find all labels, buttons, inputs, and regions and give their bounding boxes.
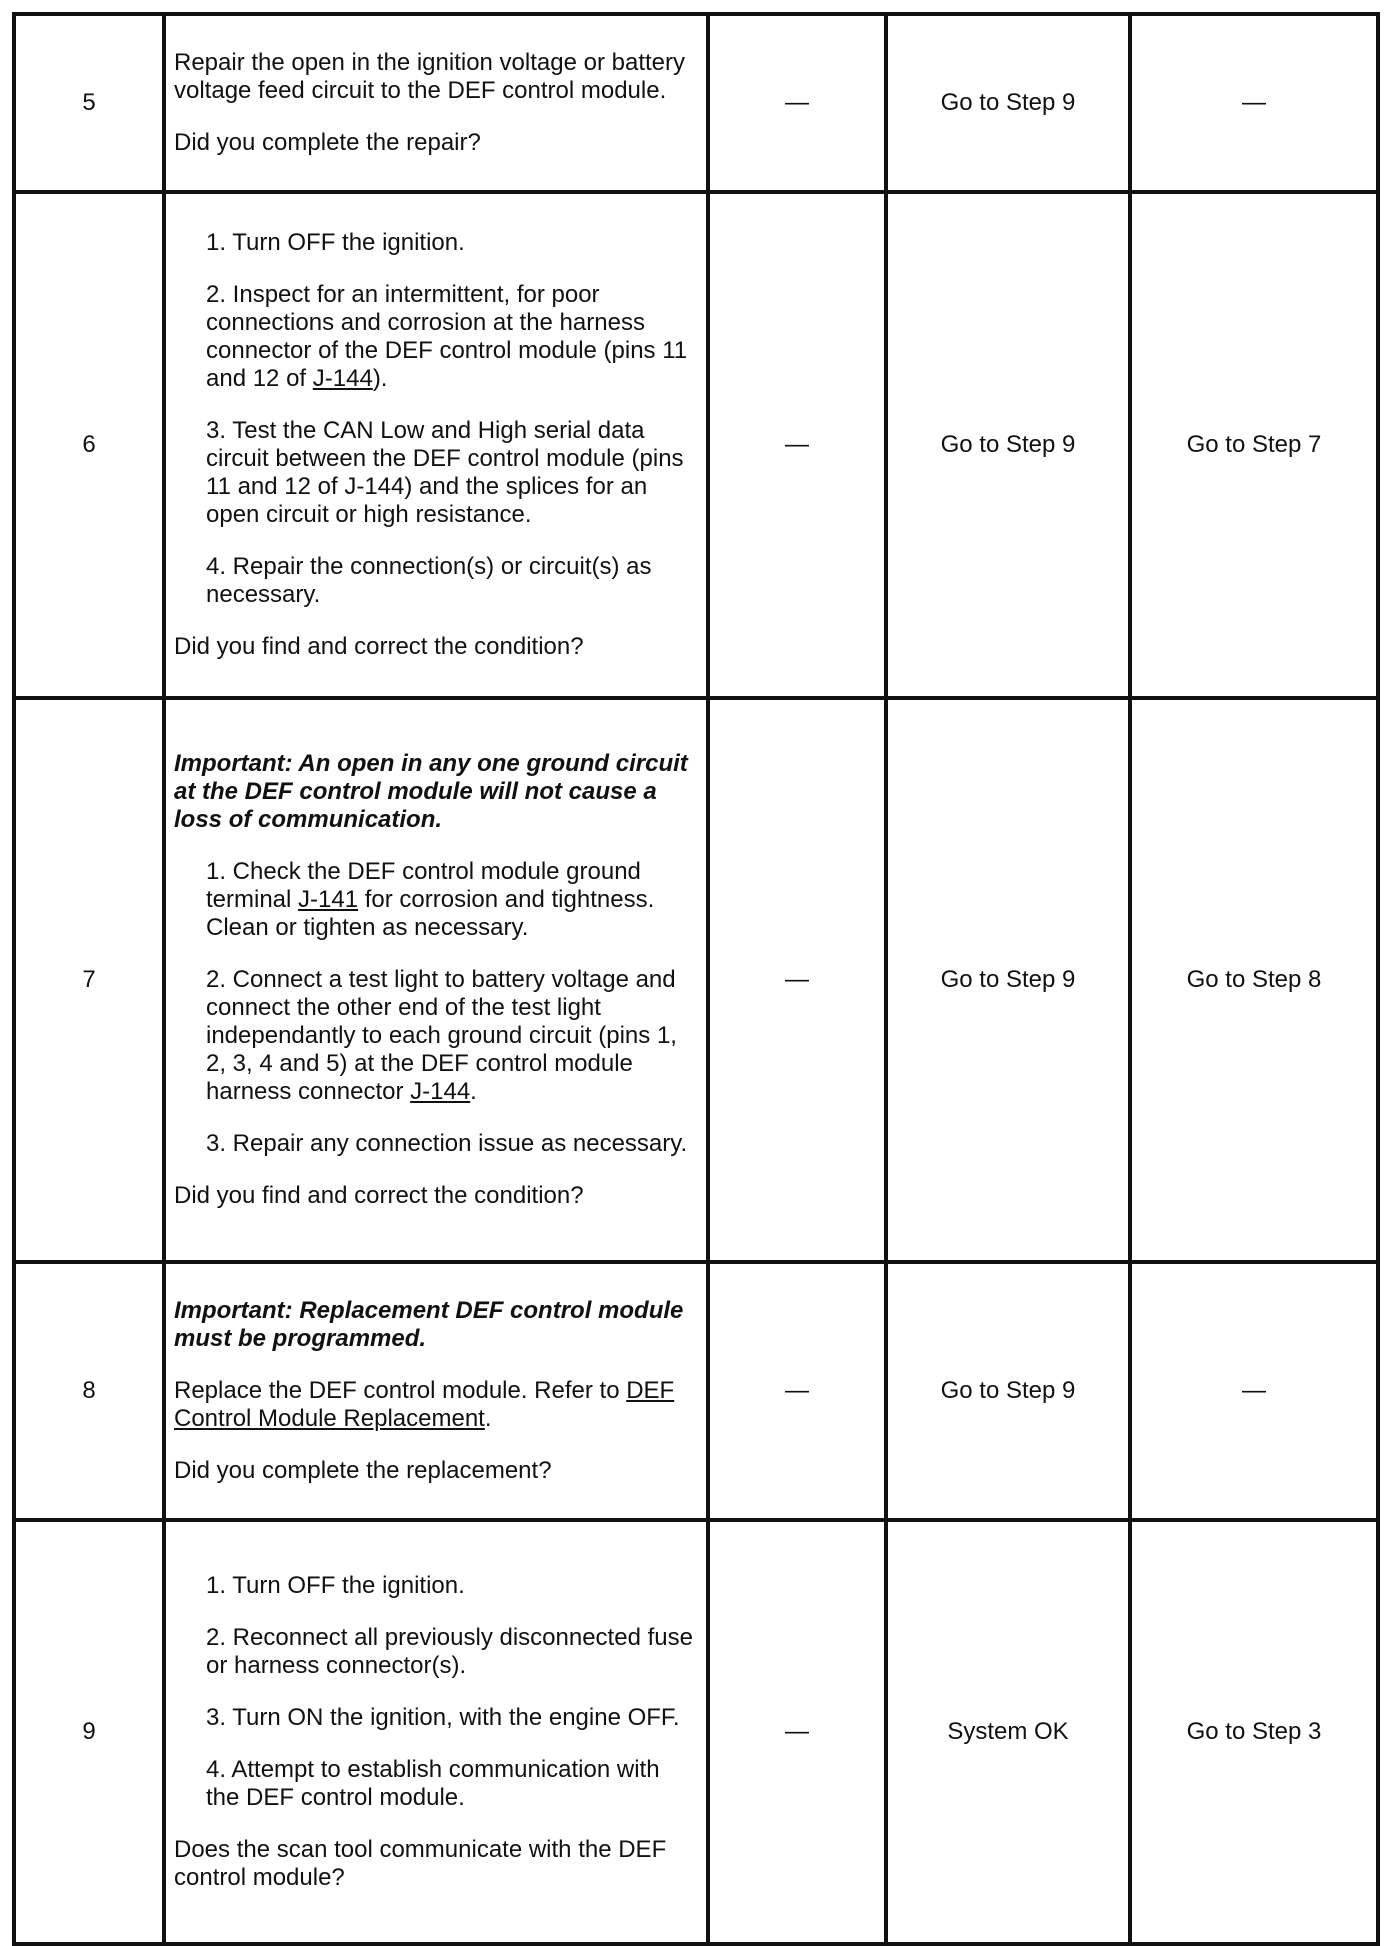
substep-item: [206, 281, 698, 393]
step-row-9: [14, 1520, 1378, 1944]
no-result: Go to Step 7: [1130, 192, 1378, 698]
substep-item: [206, 966, 698, 1106]
reference-link[interactable]: DEF Control Module Replacement: [174, 1377, 675, 1432]
substep-text: 1. Check the DEF control module ground terminal: [206, 858, 641, 913]
step-number: 8: [14, 1262, 164, 1520]
yes-result: System OK: [886, 1520, 1130, 1944]
yes-result: Go to Step 9: [886, 698, 1130, 1262]
yes-result: Go to Step 9: [886, 14, 1130, 192]
action-text-segment: Replace the DEF control module. Refer to: [174, 1377, 627, 1404]
substep-text: 4. Repair the connection(s) or circuit(s) as necessary.: [206, 553, 652, 608]
step-number: 6: [14, 192, 164, 698]
step-number: 7: [14, 698, 164, 1262]
action-text: Did you find and correct the condition?: [174, 633, 584, 660]
step-row-6: [14, 192, 1378, 698]
step-value: —: [708, 14, 886, 192]
substep-text: 1. Turn OFF the ignition.: [206, 229, 465, 256]
substep-item: [206, 858, 698, 942]
step-value: —: [708, 192, 886, 698]
reference-link[interactable]: J-144: [410, 1078, 471, 1105]
action-text: Did you find and correct the condition?: [174, 1182, 584, 1209]
reference-link[interactable]: J-141: [298, 886, 359, 913]
step-row-8: [14, 1262, 1378, 1520]
no-result: Go to Step 8: [1130, 698, 1378, 1262]
substep-list: [174, 229, 698, 609]
action-text: Does the scan tool communicate with the DEF control module?: [174, 1836, 667, 1891]
action-text: Did you complete the repair?: [174, 129, 481, 156]
important-note: Important: Replacement DEF control module must be programmed.: [174, 1297, 684, 1352]
no-result: Go to Step 3: [1130, 1520, 1378, 1944]
action-text-segment: .: [484, 1405, 492, 1432]
action-text: [174, 1377, 698, 1433]
diagnostic-table-body: [14, 14, 1378, 1944]
substep-text: .: [470, 1078, 477, 1105]
substep-text: 2. Inspect for an intermittent, for poor connections and corrosion at the harness connector of the DEF control module (pins 11 and 12 of: [206, 281, 688, 392]
reference-link[interactable]: J-144: [312, 365, 373, 392]
step-value: —: [708, 1262, 886, 1520]
substep-text: 4. Attempt to establish communication with the DEF control module.: [206, 1756, 660, 1811]
substep-text: 3. Test the CAN Low and High serial data circuit between the DEF control module (pins 11 and 12 of J-144) and the splices for an open circuit or high resistance.: [206, 417, 684, 528]
substep-text: ).: [372, 365, 388, 392]
substep-text: 2. Connect a test light to battery voltage and connect the other end of the test light independantly to each ground circuit (pins 1, 2, 3, 4 and 5) at the DEF control module harness connector: [206, 966, 677, 1105]
substep-list: [174, 1572, 698, 1812]
substep-item: [206, 1624, 698, 1680]
diagnostic-table: [12, 12, 1380, 1946]
step-number: 9: [14, 1520, 164, 1944]
substep-item: [206, 1130, 698, 1158]
step-value: —: [708, 1520, 886, 1944]
step-value: —: [708, 698, 886, 1262]
substep-item: [206, 1572, 698, 1600]
step-action: [164, 1520, 708, 1944]
step-action: [164, 14, 708, 192]
substep-item: [206, 553, 698, 609]
no-result: —: [1130, 14, 1378, 192]
action-text: Did you complete the replacement?: [174, 1457, 552, 1484]
step-action: [164, 698, 708, 1262]
important-note: Important: An open in any one ground circuit at the DEF control module will not cause a loss of communication.: [174, 750, 688, 833]
substep-text: 3. Repair any connection issue as necessary.: [206, 1130, 688, 1157]
step-action: [164, 192, 708, 698]
step-row-5: [14, 14, 1378, 192]
substep-list: [174, 858, 698, 1158]
yes-result: Go to Step 9: [886, 192, 1130, 698]
substep-item: [206, 417, 698, 529]
substep-item: [206, 1756, 698, 1812]
step-action: [164, 1262, 708, 1520]
substep-text: for corrosion and tightness. Clean or tighten as necessary.: [206, 886, 655, 941]
step-number: 5: [14, 14, 164, 192]
substep-item: [206, 229, 698, 257]
yes-result: Go to Step 9: [886, 1262, 1130, 1520]
substep-text: 1. Turn OFF the ignition.: [206, 1572, 465, 1599]
step-row-7: [14, 698, 1378, 1262]
substep-text: 2. Reconnect all previously disconnected fuse or harness connector(s).: [206, 1624, 693, 1679]
action-text: Repair the open in the ignition voltage or battery voltage feed circuit to the DEF control module.: [174, 49, 685, 104]
substep-item: [206, 1704, 698, 1732]
substep-text: 3. Turn ON the ignition, with the engine OFF.: [206, 1704, 680, 1731]
no-result: —: [1130, 1262, 1378, 1520]
